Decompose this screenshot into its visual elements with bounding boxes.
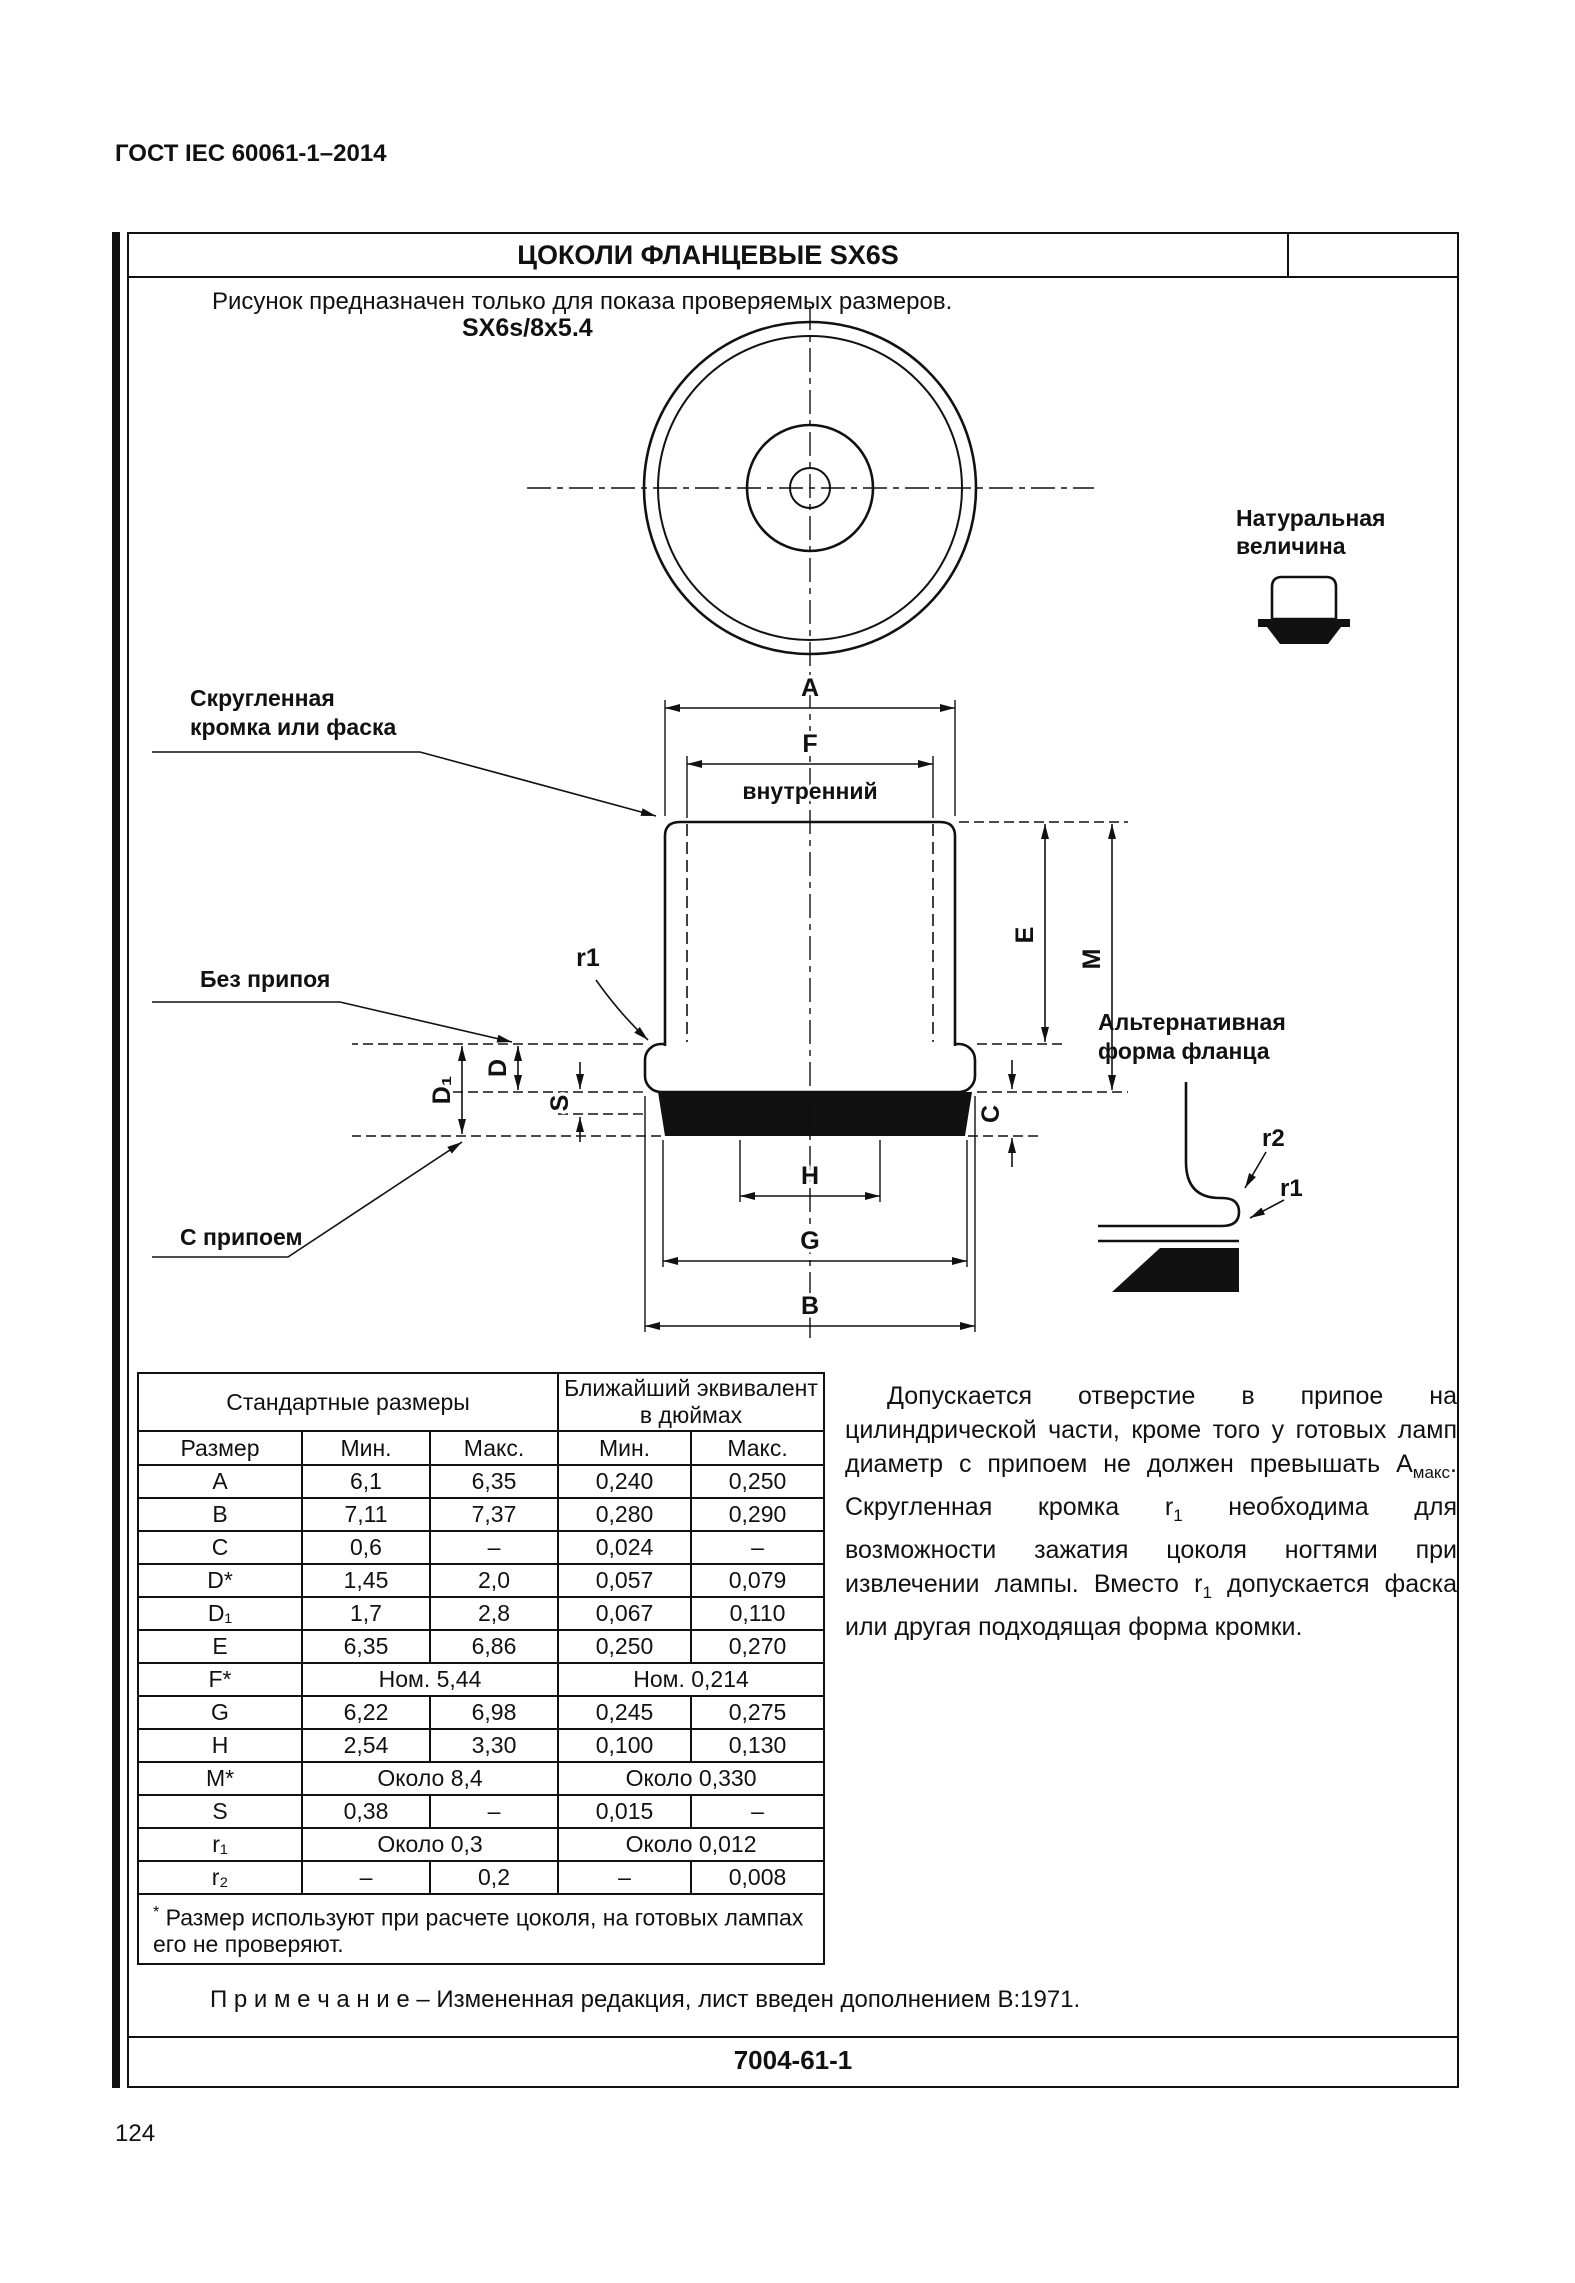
col-header-max-mm: Макс. [430, 1431, 558, 1465]
col-header-min-mm: Мин. [302, 1431, 430, 1465]
natural-size-icon [1258, 577, 1350, 644]
row-size-cell: S [138, 1795, 302, 1828]
table-cell: 0,015 [558, 1795, 691, 1828]
table-cell: 3,30 [430, 1729, 558, 1762]
table-cell: 0,6 [302, 1531, 430, 1564]
table-row [138, 1465, 824, 1498]
table-cell: 6,35 [302, 1630, 430, 1663]
table-cell: 0,2 [430, 1861, 558, 1894]
model-designation: SX6s/8x5.4 [462, 314, 593, 342]
table-row [138, 1630, 824, 1663]
table-cell: 0,067 [558, 1597, 691, 1630]
table-cell: 7,11 [302, 1498, 430, 1531]
footnote-row [138, 1894, 824, 1964]
table-cell: – [430, 1795, 558, 1828]
row-size-cell: B [138, 1498, 302, 1531]
table-cell: 6,86 [430, 1630, 558, 1663]
table-column-header-row [138, 1431, 824, 1465]
table-row [138, 1828, 824, 1861]
table-cell: 0,079 [691, 1564, 824, 1597]
table-cell: 0,38 [302, 1795, 430, 1828]
table-cell: Около 0,3 [302, 1828, 558, 1861]
footnote-marker: * [153, 1903, 160, 1921]
table-cell: 1,45 [302, 1564, 430, 1597]
table-row [138, 1696, 824, 1729]
dim-g-label: G [800, 1227, 820, 1255]
dim-c-label: C [977, 1104, 1005, 1124]
table-row [138, 1498, 824, 1531]
row-size-cell: r₁ [138, 1828, 302, 1861]
inches-header: Ближайший эквивалент в дюймах [558, 1373, 824, 1431]
table-cell: 0,057 [558, 1564, 691, 1597]
col-header-max-in: Макс. [691, 1431, 824, 1465]
table-cell: – [302, 1861, 430, 1894]
footnote-text: Размер используют при расчете цоколя, на готовых лампах его не проверяют. [153, 1904, 804, 1957]
table-cell: – [691, 1531, 824, 1564]
table-cell: Около 8,4 [302, 1762, 558, 1795]
table-row [138, 1531, 824, 1564]
row-size-cell: E [138, 1630, 302, 1663]
table-cell: 6,98 [430, 1696, 558, 1729]
frame-left-bar [112, 232, 120, 2088]
table-cell: 0,130 [691, 1729, 824, 1762]
table-row [138, 1663, 824, 1696]
dim-d1-label: D₁ [428, 1075, 456, 1105]
col-header-size: Размер [138, 1431, 302, 1465]
table-cell: 0,245 [558, 1696, 691, 1729]
row-size-cell: A [138, 1465, 302, 1498]
dim-r1-label: r1 [576, 944, 600, 972]
detail-r2-label: r2 [1262, 1125, 1285, 1152]
table-cell: 2,8 [430, 1597, 558, 1630]
inner-label: внутренний [742, 778, 878, 804]
dim-e-label: E [1011, 926, 1039, 944]
leader-lines [152, 752, 656, 1257]
row-size-cell: C [138, 1531, 302, 1564]
table-cell: 0,290 [691, 1498, 824, 1531]
table-cell: 0,250 [558, 1630, 691, 1663]
sheet-title: ЦОКОЛИ ФЛАНЦЕВЫЕ SX6S [517, 240, 899, 270]
table-cell: 0,275 [691, 1696, 824, 1729]
row-size-cell: H [138, 1729, 302, 1762]
table-cell: 2,0 [430, 1564, 558, 1597]
table-cell: – [430, 1531, 558, 1564]
col-header-min-in: Мин. [558, 1431, 691, 1465]
table-cell: Около 0,330 [558, 1762, 824, 1795]
table-body [138, 1465, 824, 1894]
table-cell: 6,35 [430, 1465, 558, 1498]
table-cell: 0,250 [691, 1465, 824, 1498]
row-size-cell: r₂ [138, 1861, 302, 1894]
row-size-cell: F* [138, 1663, 302, 1696]
table-cell: 0,008 [691, 1861, 824, 1894]
row-size-cell: D* [138, 1564, 302, 1597]
dim-m-label: M [1078, 948, 1106, 970]
description-paragraph: Допускается отверстие в припое на цилиндрической части, кроме того у готовых ламп диаметр с припоем не должен превышать $А_{макс}$. Скругленная кромка $r_1$ необходима для возможности зажатия цоколя ногтями при извлечении лампы. Вместо $r_1$ допускается фаска или другая подходящая форма кромки. [845, 1382, 1457, 1641]
table-cell: 0,240 [558, 1465, 691, 1498]
table-cell: Около 0,012 [558, 1828, 824, 1861]
table-cell: 7,37 [430, 1498, 558, 1531]
table-row [138, 1762, 824, 1795]
table-cell: 0,270 [691, 1630, 824, 1663]
dim-f-label: F [802, 730, 818, 758]
table-cell: 2,54 [302, 1729, 430, 1762]
alt-flange-label: Альтернативная форма фланца [1098, 1009, 1286, 1064]
solder-region [658, 1092, 972, 1136]
dim-s-label: S [546, 1094, 574, 1112]
alt-flange-detail [1098, 1082, 1284, 1292]
page-number: 124 [115, 2120, 156, 2147]
table-row [138, 1597, 824, 1630]
table-cell: 0,100 [558, 1729, 691, 1762]
table-cell: 0,024 [558, 1531, 691, 1564]
row-size-cell: G [138, 1696, 302, 1729]
table-cell: 0,110 [691, 1597, 824, 1630]
table-row [138, 1564, 824, 1597]
table-cell: 0,280 [558, 1498, 691, 1531]
dim-h-label: H [800, 1162, 820, 1190]
table-cell: 1,7 [302, 1597, 430, 1630]
standard-sizes-header: Стандартные размеры [138, 1373, 558, 1431]
rounded-edge-label: Скругленная кромка или фаска [190, 685, 397, 740]
dim-b-label: B [800, 1292, 820, 1320]
table-footer [138, 1894, 824, 1964]
table-footnote [138, 1894, 824, 1964]
table-row [138, 1729, 824, 1762]
table-row [138, 1861, 824, 1894]
table-cell: Ном. 5,44 [302, 1663, 558, 1696]
table-cell: Ном. 0,214 [558, 1663, 824, 1696]
drawing-caption: Рисунок предназначен только для показа проверяемых размеров. [212, 288, 953, 315]
technical-drawing [120, 300, 1465, 1380]
table-cell: 6,22 [302, 1696, 430, 1729]
row-size-cell: D₁ [138, 1597, 302, 1630]
detail-r1-label: r1 [1280, 1175, 1303, 1202]
dim-d-label: D [484, 1058, 512, 1078]
revision-note: П р и м е ч а н и е – Измененная редакция, лист введен дополнением B:1971. [210, 1986, 1081, 2013]
table-group-header-row [138, 1373, 824, 1431]
row-size-cell: M* [138, 1762, 302, 1795]
sheet-code-row [129, 2036, 1457, 2086]
table-cell: 6,1 [302, 1465, 430, 1498]
dimensions-table [137, 1372, 825, 1965]
table-cell: – [691, 1795, 824, 1828]
table-row [138, 1795, 824, 1828]
no-solder-label: Без припоя [200, 966, 331, 992]
table-cell: – [558, 1861, 691, 1894]
natural-size-label: Натуральная величина [1236, 505, 1386, 559]
title-cell-divider [1287, 232, 1289, 278]
doc-header: ГОСТ IEC 60061-1–2014 [115, 140, 387, 167]
sheet-code: 7004-61-1 [733, 2045, 853, 2075]
dim-a-label: A [800, 674, 820, 702]
with-solder-label: С припоем [180, 1224, 303, 1250]
